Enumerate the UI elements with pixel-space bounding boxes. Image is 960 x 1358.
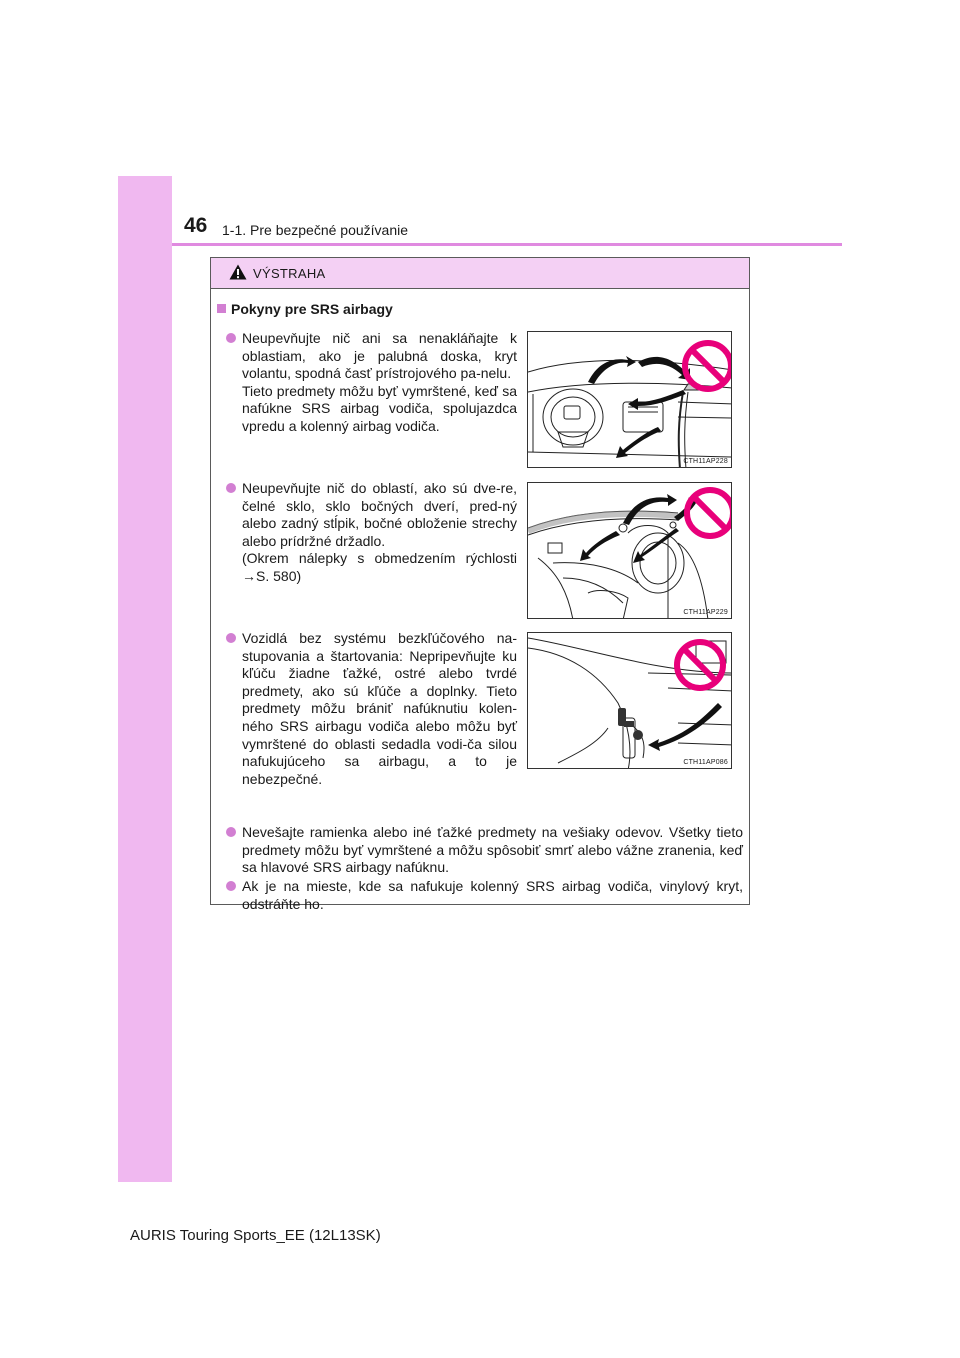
dashboard-illustration xyxy=(528,332,732,468)
figure-code: CTH11AP229 xyxy=(683,609,728,616)
figure-code: CTH11AP228 xyxy=(683,458,728,465)
prohibition-sign-icon xyxy=(687,490,732,536)
figure-key xyxy=(527,632,732,769)
subheading xyxy=(217,301,393,317)
prohibition-sign-icon xyxy=(677,642,723,688)
warning-title: VÝSTRAHA xyxy=(253,266,326,281)
bullet-dot-icon xyxy=(226,881,236,891)
bullet-3-text: Vozidlá bez systému bezkľúčového na-stupovania a štartovania: Nepripevňujte ku kľúču žiadne ťažké, ostré alebo tvrdé predmety, ako sú kľúče a doplnky. Tieto predmety môžu brániť nafúknutiu kolen-ného SRS airbagu vodiča alebo môžu byť vymrštené do oblasti sedadla vodi-ča silou nafukujúceho sa airbagu, a to je nebezpečné. xyxy=(242,630,517,787)
header-rule xyxy=(172,243,842,246)
bullet-item-5 xyxy=(242,878,743,913)
prohibition-sign-icon xyxy=(685,343,731,389)
warning-header xyxy=(211,258,749,289)
key-illustration xyxy=(528,633,732,769)
figure-code: CTH11AP086 xyxy=(683,759,728,766)
bullet-item-4 xyxy=(242,824,743,877)
page-number: 46 xyxy=(184,214,208,237)
section-title: 1-1. Pre bezpečné používanie xyxy=(222,222,409,238)
side-band xyxy=(118,176,172,1182)
bullet-dot-icon xyxy=(226,633,236,643)
interior-illustration xyxy=(528,483,732,619)
square-bullet-icon xyxy=(217,304,226,313)
subheading-text: Pokyny pre SRS airbagy xyxy=(231,301,393,317)
bullet-item-2 xyxy=(242,480,517,586)
bullet-1-line-1: Neupevňujte nič ani sa nenakláňajte k oblastiam, ako je palubná doska, kryt volantu, spodná časť prístrojového pa-nelu. xyxy=(242,330,517,382)
bullet-item-3 xyxy=(242,630,517,788)
bullet-dot-icon xyxy=(226,333,236,343)
bullet-1-line-2: Tieto predmety môžu byť vymrštené, keď sa nafúkne SRS airbag vodiča, spolujazdca vpredu a kolenný airbag vodiča. xyxy=(242,382,517,434)
warning-triangle-icon xyxy=(229,264,247,280)
bullet-2-line-1: Neupevňujte nič do oblastí, ako sú dve-re, čelné sklo, sklo bočných dverí, pred-ný alebo zadný stĺpik, bočné obloženie strechy alebo prídržné držadlo. xyxy=(242,480,517,549)
bullet-4-text: Nevešajte ramienka alebo iné ťažké predmety na vešiaky odevov. Všetky tieto predmety môžu byť vymrštené a môžu spôsobiť smrť alebo vážne zranenia, keď sa hlavové SRS airbagy nafúknu. xyxy=(242,824,743,876)
bullet-item-1 xyxy=(242,330,517,436)
bullet-dot-icon xyxy=(226,827,236,837)
bullet-5-text: Ak je na mieste, kde sa nafukuje kolenný SRS airbag vodiča, vinylový kryt, odstráňte ho. xyxy=(242,878,743,912)
warning-box xyxy=(210,257,750,912)
footer-model: AURIS Touring Sports_EE (12L13SK) xyxy=(130,1227,381,1244)
bullet-dot-icon xyxy=(226,483,236,493)
figure-interior xyxy=(527,482,732,619)
bullet-2-line-2: (Okrem nálepky s obmedzením rýchlosti →S. 580) xyxy=(242,550,517,584)
figure-dashboard xyxy=(527,331,732,468)
